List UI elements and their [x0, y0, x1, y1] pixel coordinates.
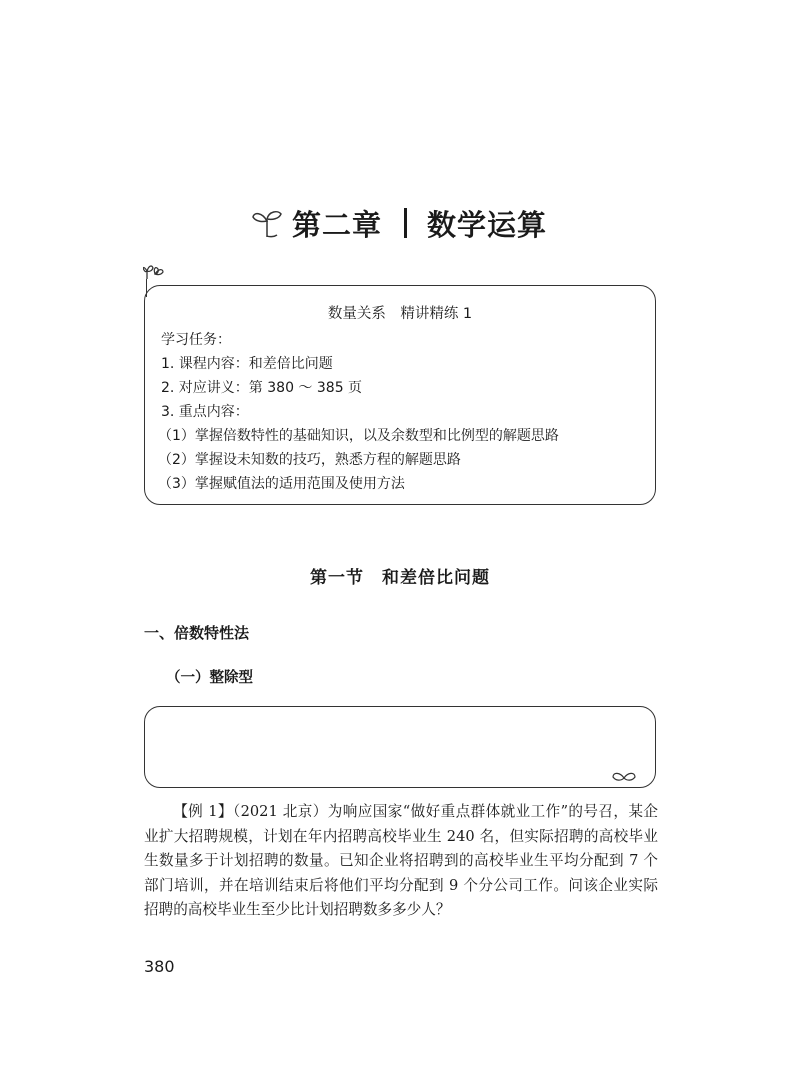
task-sub-item: （2）掌握设未知数的技巧，熟悉方程的解题思路: [158, 452, 461, 468]
chapter-title-number: 第二章: [292, 207, 383, 242]
example-problem: 【例 1】（2021 北京）为响应国家“做好重点群体就业工作”的号召，某企业扩大招聘规模，计划在年内招聘高校毕业生 240 名，但实际招聘的高校毕业生数量多于计划招聘的数量。已知企业将招聘到的高校毕业生平均分配到 7 个部门培训，并在培训结束后将他们平均分配到 9 个分公司工作。问该企业实际招聘的高校毕业生至少比计划招聘数多多少人？: [144, 803, 658, 919]
heading-level-2: （一）整除型: [166, 670, 253, 686]
heading-level-1: 一、倍数特性法: [144, 624, 250, 642]
section-title: 第一节 和差倍比问题: [310, 568, 490, 588]
task-sub-item: （3）掌握赋值法的适用范围及使用方法: [158, 476, 405, 492]
task-item: 1. 课程内容：和差倍比问题: [161, 356, 333, 372]
sprout-icon: [250, 208, 284, 238]
chapter-title-text: 数学运算: [427, 207, 548, 242]
sprout-icon: [143, 262, 165, 280]
chapter-title-divider: [404, 208, 407, 238]
chapter-title: [250, 200, 547, 246]
task-box-title: 数量关系 精讲精练 1: [327, 306, 473, 322]
note-box: [144, 706, 656, 788]
task-item: 2. 对应讲义：第 380 ～ 385 页: [161, 380, 363, 396]
sprout-icon: [611, 770, 637, 784]
task-label: 学习任务：: [161, 332, 231, 348]
page-number: 380: [144, 957, 175, 976]
task-item: 3. 重点内容：: [161, 404, 249, 420]
task-sub-item: （1）掌握倍数特性的基础知识，以及余数型和比例型的解题思路: [158, 428, 559, 444]
